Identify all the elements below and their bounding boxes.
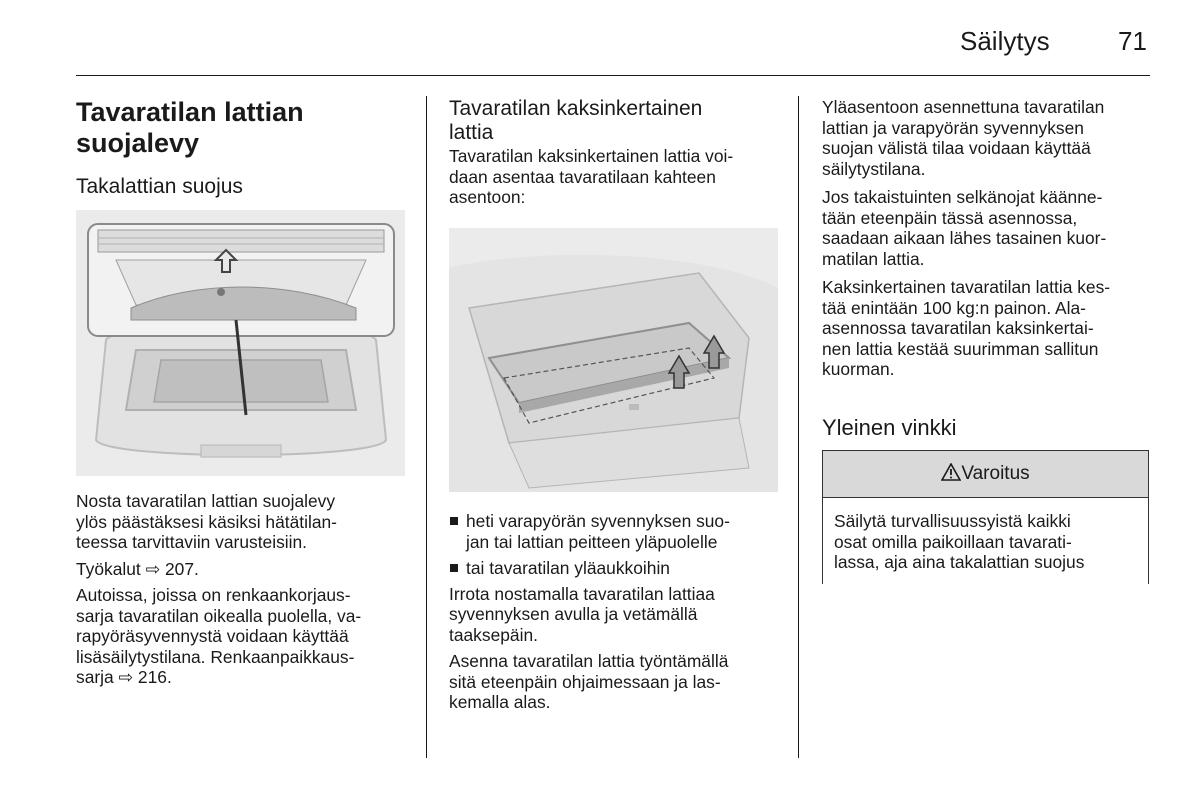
column-divider-2 [798, 96, 799, 758]
column-1 [76, 97, 406, 159]
double-floor-drawing [449, 228, 778, 492]
trunk-floor-cover-drawing [76, 210, 405, 476]
tools-reference-link[interactable]: Työkalut ⇨ 207. [76, 558, 199, 579]
subheading-rear-floor-cover: Takalattian suojus [76, 175, 243, 198]
column-divider-1 [426, 96, 427, 758]
col2-text [449, 511, 789, 713]
warning-text: Säilytä turvallisuussyistä kaikki osat omilla paikoillaan tavarati- lassa, aja aina takalattian suojus [834, 511, 1085, 572]
warning-triangle-icon [941, 463, 961, 481]
paragraph-seatbacks: Jos takaistuinten selkänojat käänne- tään eteenpäin tässä asennossa, saadaan aikaan lähes tasainen kuor- matilan lattia. [822, 187, 1107, 269]
subheading-general-tip: Yleinen vinkki [822, 415, 957, 440]
bullet-square-icon [450, 564, 458, 572]
warning-title: Varoitus [961, 463, 1030, 484]
col1-text [76, 491, 416, 688]
column-2 [449, 97, 789, 208]
header-rule [76, 75, 1150, 76]
paragraph-remove-floor: Irrota nostamalla tavaratilan lattiaa syvennyksen avulla ja vetämällä taaksepäin. [449, 583, 715, 645]
column-3 [822, 97, 1162, 380]
section-title: Säilytys [960, 26, 1050, 56]
heading-double-floor: Tavaratilan kaksinkertainen lattia [449, 97, 703, 144]
page-number: 71 [1118, 26, 1147, 56]
double-floor-illustration [449, 228, 778, 492]
paragraph-upper-position: Yläasentoon asennettuna tavaratilan lattian ja varapyörän syvennyksen suojan välistä tilaa voidaan käyttää säilytystilana. [822, 97, 1105, 179]
trunk-floor-cover-illustration [76, 210, 405, 476]
warning-right-border [1148, 498, 1149, 584]
paragraph-load-capacity: Kaksinkertainen tavaratilan lattia kes- tää enintään 100 kg:n painon. Ala- asennossa tavaratilan kaksinkertai- nen lattia kestää suurimman sallitun kuorman. [822, 277, 1111, 379]
paragraph-lift-cover: Nosta tavaratilan lattian suojalevy ylös päästäksesi käsiksi hätätilan- teessa tarvittaviin varusteisiin. [76, 491, 337, 552]
paragraph-install-floor: Asenna tavaratilan lattia työntämällä sitä eteenpäin ohjaimessaan ja las- kemalla alas. [449, 651, 729, 712]
warning-header [822, 450, 1149, 498]
bullet-square-icon [450, 517, 458, 525]
warning-left-border [822, 498, 823, 584]
warning-box [822, 450, 1149, 585]
list-item: tai tavaratilan yläaukkoihin [449, 558, 789, 579]
paragraph-repair-kit: Autoissa, joissa on renkaankorjaus- sarja tavaratilan oikealla puolella, va- rapyöräsyvennystä voidaan käyttää lisäsäilytystilana. Renkaanpaikkaus- sarja ⇨ 216. [76, 585, 362, 687]
list-item: heti varapyörän syvennyksen suo- jan tai lattian peitteen yläpuolelle [449, 511, 789, 552]
paragraph-two-positions: Tavaratilan kaksinkertainen lattia voi- daan asentaa tavaratilaan kahteen asentoon: [449, 146, 734, 207]
heading-floor-cover: Tavaratilan lattian suojalevy [76, 97, 304, 158]
